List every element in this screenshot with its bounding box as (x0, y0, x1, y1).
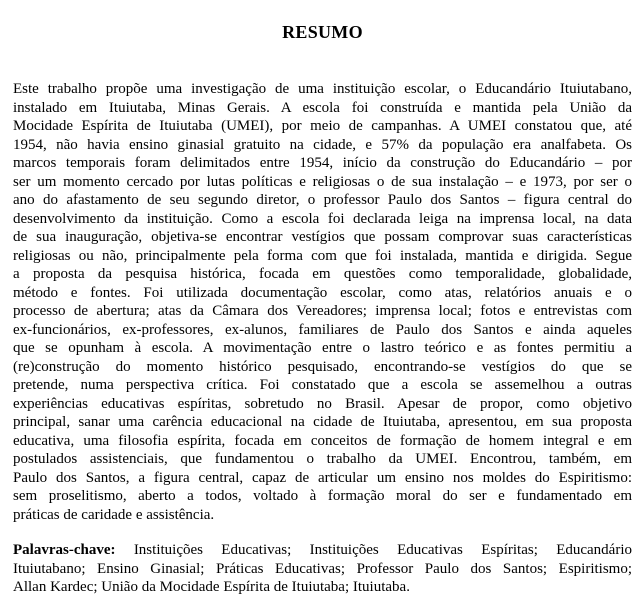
abstract-line: educativa, uma filosofia espírita, focada em conceitos de formação de homem integral e em (13, 432, 632, 449)
abstract-line: (re)construção do momento histórico pesquisado, encontrando-se vestígios do que se (13, 358, 632, 375)
abstract-line: 1954, não havia ensino ginasial gratuito na cidade, e 57% da população era analfabeta. Os (13, 136, 632, 153)
abstract-line: marcos temporais foram delimitados entre 1954, início da construção do Educandário – por (13, 155, 632, 171)
abstract-line: Paulo dos Santos, a figura central, capaz de articular um ensino nos moldes do Espiritismo: (13, 469, 632, 486)
keywords-label: Palavras-chave: (13, 542, 116, 558)
abstract-line: que se opunham à escola. A movimentação entre o lastro teórico e as fontes permitiu a (13, 340, 632, 356)
keywords-first-line (13, 541, 632, 560)
abstract-line: religiosas ou não, principalmente pela forma com que foi instalada, mantida e dirigida. Segue (13, 247, 632, 264)
abstract-line: instalado em Ituiutaba, Minas Gerais. A escola foi construída e mantida pela União da (13, 99, 632, 116)
abstract-paragraph (13, 80, 632, 524)
abstract-line: sem proselitismo, aberto a todos, voltado à formação moral do ser e fundamentado em (13, 488, 632, 504)
abstract-line: pretende, numa perspectiva crítica. Foi constatado que a escola se assemelhou a outras (13, 377, 632, 393)
page-title: RESUMO (282, 22, 363, 42)
abstract-line: ex-funcionários, ex-professores, ex-alunos, familiares de Paulo dos Santos e ainda aqueles (13, 321, 632, 338)
keywords-continuation (13, 560, 632, 597)
abstract-line: desenvolvimento da instituição. Como a escola foi declarada leiga na imprensa local, na data (13, 210, 632, 227)
abstract-line: experiências educativas espíritas, sobretudo no Brasil. Apesar de propor, como objetivo (13, 395, 632, 412)
abstract-line: ano do afastamento de seu segundo diretor, o professor Paulo dos Santos – figura central do (13, 192, 632, 208)
abstract-line: práticas de caridade e assistência. (13, 506, 215, 523)
keywords-line: Ituiutabano; Ensino Ginasial; Práticas Educativas; Professor Paulo dos Santos; Espiritismo; (13, 560, 632, 577)
abstract-line: processo de abertura; atas da Câmara dos Vereadores; imprensa local; fotos e entrevistas com (13, 303, 632, 319)
abstract-line: Mocidade Espírita de Ituiutaba (UMEI), por meio de campanhas. A UMEI constatou que, até (13, 118, 632, 134)
abstract-line: principal, sanar uma carência educacional na cidade de Ituiutaba, apresentou, em sua proposta (13, 414, 632, 430)
abstract-line: postulados assistenciais, que fundamentou o trabalho da UMEI. Encontrou, também, em (13, 451, 632, 467)
keywords-first-line-text: Instituições Educativas; Instituições Educativas Espíritas; Educandário (133, 542, 632, 558)
keywords-paragraph (13, 541, 632, 597)
abstract-line: de sua inauguração, objetiva-se encontrar vestígios que possam comprovar suas características (13, 229, 632, 245)
abstract-line: Este trabalho propõe uma investigação de uma instituição escolar, o Educandário Ituiutabano, (13, 81, 632, 97)
abstract-line: a proposta da pesquisa histórica, focada em questões como temporalidade, globalidade, (13, 266, 632, 282)
keywords-line: Allan Kardec; União da Mocidade Espírita de Ituiutaba; Ituiutaba. (13, 579, 410, 595)
abstract-line: método e fontes. Foi utilizada documentação escolar, como atas, relatórios anuais e o (13, 284, 632, 301)
abstract-line: ser um momento cercado por lutas políticas e religiosas o de sua instalação – e 1973, por ser o (13, 173, 632, 190)
